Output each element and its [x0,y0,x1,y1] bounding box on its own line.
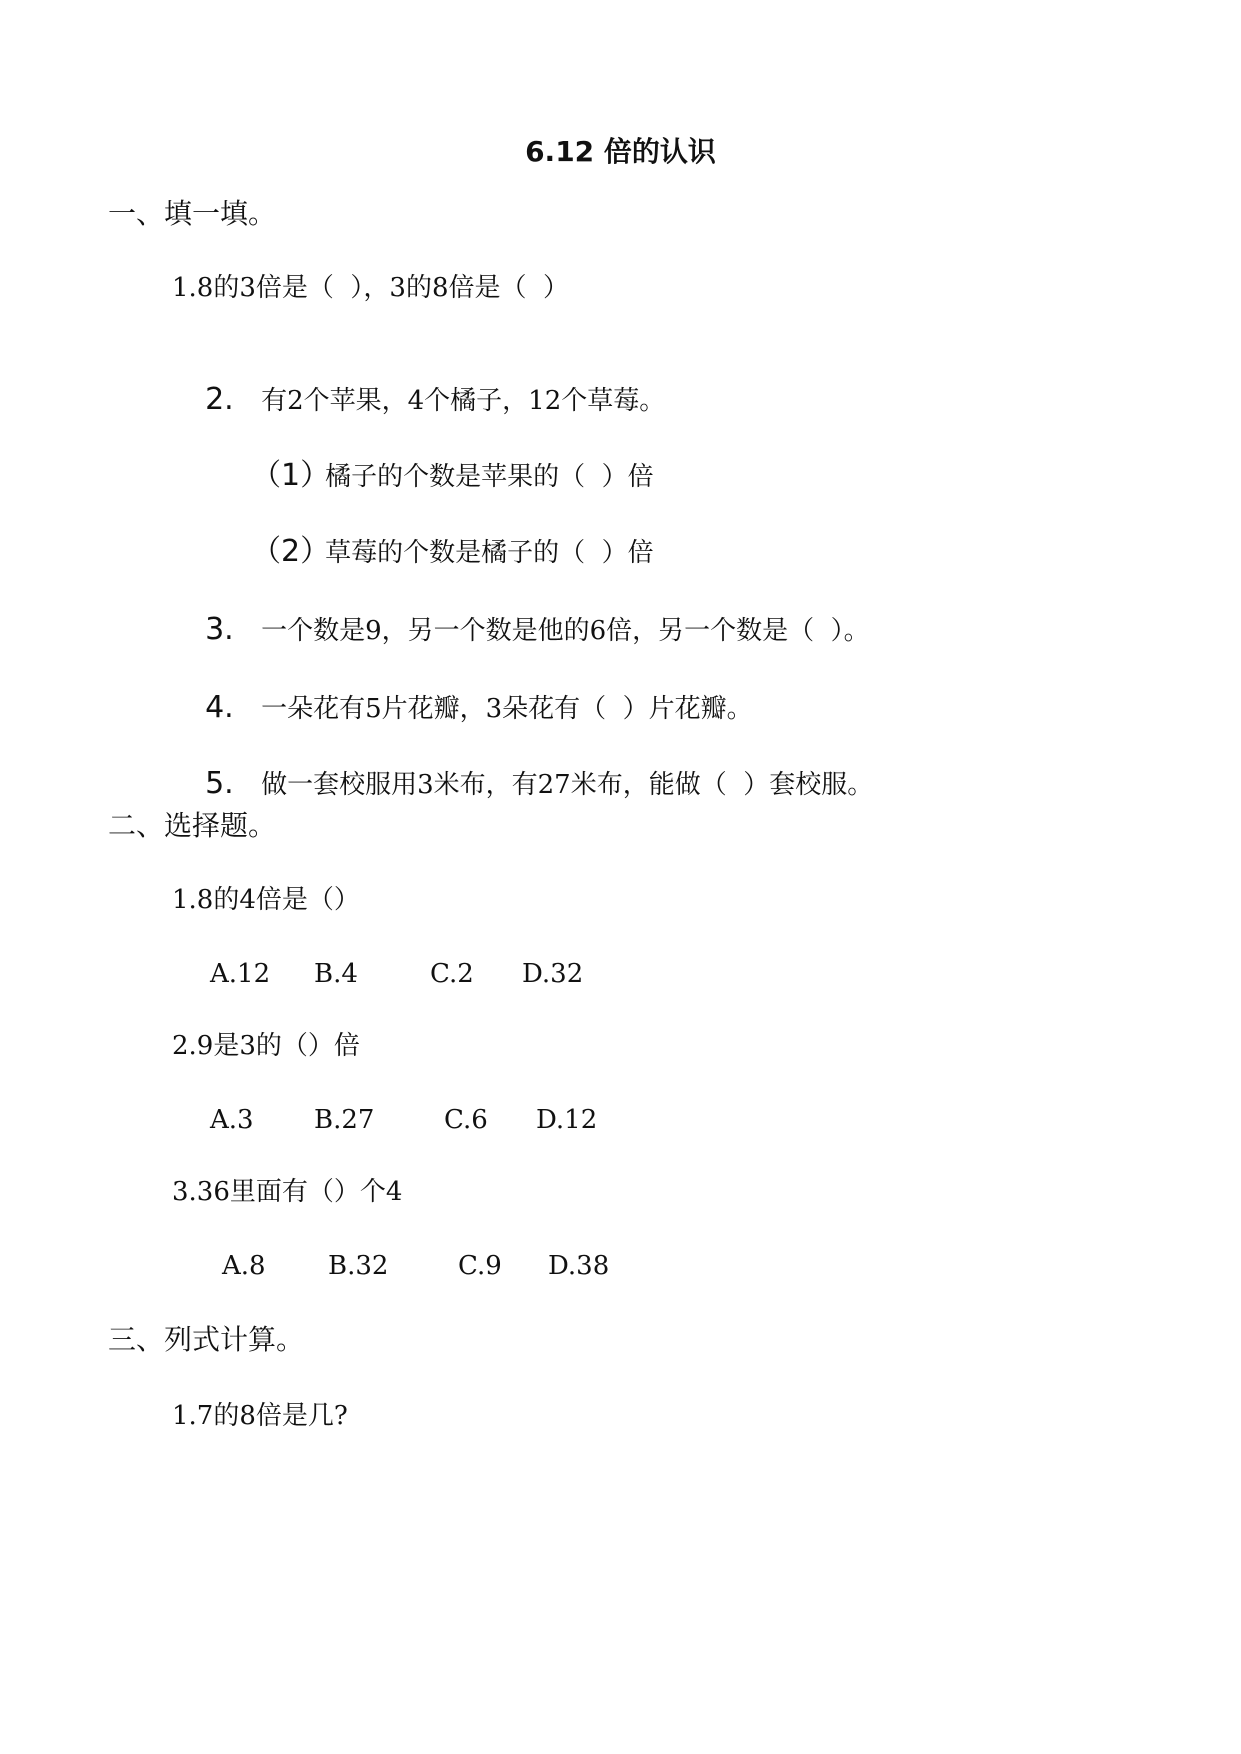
choice-question-2: 2.9是3的（）倍 [172,1031,360,1061]
choice-question-3: 3.36里面有（）个4 [172,1177,403,1207]
question-number: 2. [205,382,234,417]
choice-2-option-d: D.12 [536,1105,598,1135]
choice-2-option-c: C.6 [444,1105,488,1135]
question-number: 5. [205,766,234,801]
fill-question-1: 1.8的3倍是（ ），3的8倍是（ ） [172,273,570,303]
choice-2-option-b: B.27 [314,1105,375,1135]
sub-question-number: （1） [251,458,331,493]
question-text: 有2个苹果，4个橘子，12个草莓。 [261,386,666,416]
choice-3-option-b: B.32 [328,1251,389,1281]
choice-1-option-a: A.12 [210,959,271,989]
choice-question-1: 1.8的4倍是（） [172,885,360,915]
question-text: 一朵花有5片花瓣，3朵花有（ ）片花瓣。 [261,694,753,724]
sub-question-text: 草莓的个数是橘子的（ ）倍 [325,538,654,568]
question-number: 4. [205,690,234,725]
question-number: 3. [205,612,234,647]
choice-3-option-c: C.9 [458,1251,502,1281]
fill-question-5 [172,730,873,839]
section-2-heading: 二、选择题。 [108,809,277,842]
section-3-heading: 三、列式计算。 [108,1323,305,1356]
choice-3-option-a: A.8 [222,1251,266,1281]
sub-question-number: （2） [251,534,331,569]
question-text: 做一套校服用3米布，有27米布，能做（ ）套校服。 [261,770,874,800]
section-1-heading: 一、填一填。 [108,197,277,230]
choice-2-option-a: A.3 [210,1105,254,1135]
page-title: 6.12 倍的认识 [525,135,716,168]
choice-1-option-b: B.4 [314,959,358,989]
choice-3-option-d: D.38 [548,1251,610,1281]
question-text: 一个数是9，另一个数是他的6倍，另一个数是（ ）。 [261,616,870,646]
choice-1-option-c: C.2 [430,959,474,989]
choice-1-option-d: D.32 [522,959,584,989]
sub-question-text: 橘子的个数是苹果的（ ）倍 [325,462,654,492]
calc-question-1: 1.7的8倍是几? [172,1401,348,1431]
